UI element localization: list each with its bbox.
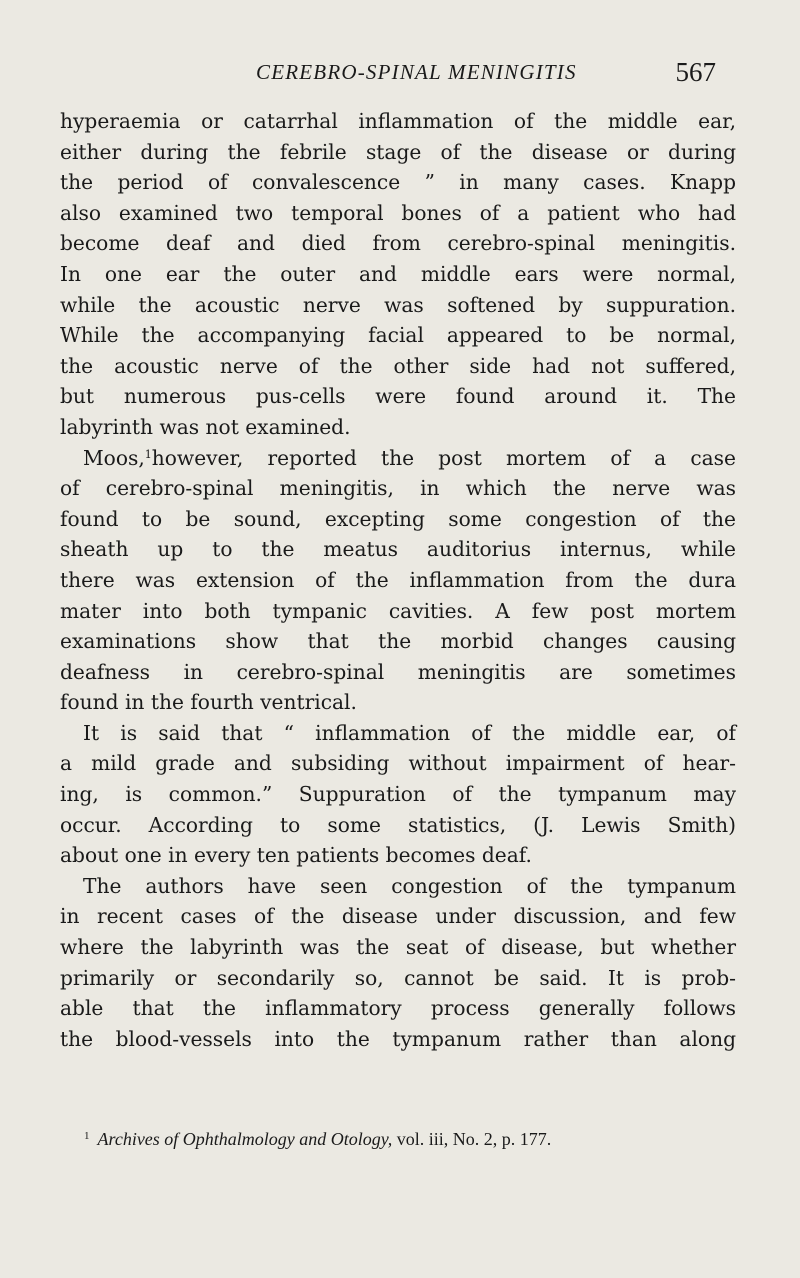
text-line: While the accompanying facial appeared to be normal, bbox=[60, 323, 736, 348]
text-line: hyperaemia or catarrhal inflammation of the middle ear, bbox=[60, 109, 736, 133]
text-line: The authors have seen congestion of the tympanum bbox=[83, 873, 736, 898]
running-head bbox=[256, 57, 716, 94]
text-line: but numerous pus-cells were found around it. The bbox=[60, 384, 736, 409]
text-line: deafness in cerebro-spinal meningitis are sometimes bbox=[60, 659, 736, 684]
text-line: a mild grade and subsiding without impairment of hear- bbox=[60, 751, 736, 776]
text-line: there was extension of the inflammation from the dura bbox=[60, 567, 736, 592]
body-text bbox=[60, 106, 736, 1054]
text-line bbox=[60, 443, 736, 474]
footnote-reference: 1 bbox=[144, 447, 152, 461]
text-line: about one in every ten patients becomes deaf. bbox=[60, 843, 532, 868]
text-line: ing, is common.” Suppuration of the tympanum may bbox=[60, 782, 736, 807]
footnote-journal-title: Archives of Ophthalmology and Otology, bbox=[97, 1129, 393, 1149]
text-line-rest: however, reported the post mortem of a case bbox=[151, 445, 736, 470]
text-line: sheath up to the meatus auditorius internus, while bbox=[60, 537, 736, 562]
text-line: In one ear the outer and middle ears were normal, bbox=[60, 261, 736, 286]
footnote-details: vol. iii, No. 2, p. 177. bbox=[392, 1129, 552, 1149]
text-line: the acoustic nerve of the other side had not suffered, bbox=[60, 353, 736, 378]
text-line: mater into both tympanic cavities. A few post mortem bbox=[60, 598, 736, 623]
text-line: in recent cases of the disease under discussion, and few bbox=[60, 904, 736, 929]
author-name: Moos, bbox=[83, 445, 145, 470]
footnote bbox=[84, 1129, 551, 1150]
text-line: also examined two temporal bones of a patient who had bbox=[60, 200, 736, 225]
text-line: examinations show that the morbid changes causing bbox=[60, 629, 736, 654]
text-line: able that the inflammatory process generally follows bbox=[60, 996, 736, 1021]
text-line: It is said that “ inflammation of the middle ear, of bbox=[83, 720, 736, 745]
running-title: CEREBRO-SPINAL MENINGITIS bbox=[256, 60, 577, 84]
text-line: found in the fourth ventrical. bbox=[60, 690, 357, 715]
text-line: of cerebro-spinal meningitis, in which the nerve was bbox=[60, 476, 736, 501]
text-line: the blood-vessels into the tympanum rather than along bbox=[60, 1026, 736, 1051]
text-line: occur. According to some statistics, (J. Lewis Smith) bbox=[60, 812, 736, 837]
text-line: where the labyrinth was the seat of disease, but whether bbox=[60, 935, 736, 960]
page-number: 567 bbox=[675, 57, 716, 87]
text-line: labyrinth was not examined. bbox=[60, 414, 351, 439]
text-line: either during the febrile stage of the disease or during bbox=[60, 139, 736, 164]
text-line: become deaf and died from cerebro-spinal meningitis. bbox=[60, 231, 736, 256]
text-line: found to be sound, excepting some congestion of the bbox=[60, 506, 736, 531]
text-line: primarily or secondarily so, cannot be said. It is prob- bbox=[60, 965, 736, 990]
footnote-marker: 1 bbox=[84, 1130, 90, 1142]
text-line: the period of convalescence ” in many cases. Knapp bbox=[60, 170, 736, 195]
text-line: while the acoustic nerve was softened by suppuration. bbox=[60, 292, 736, 317]
